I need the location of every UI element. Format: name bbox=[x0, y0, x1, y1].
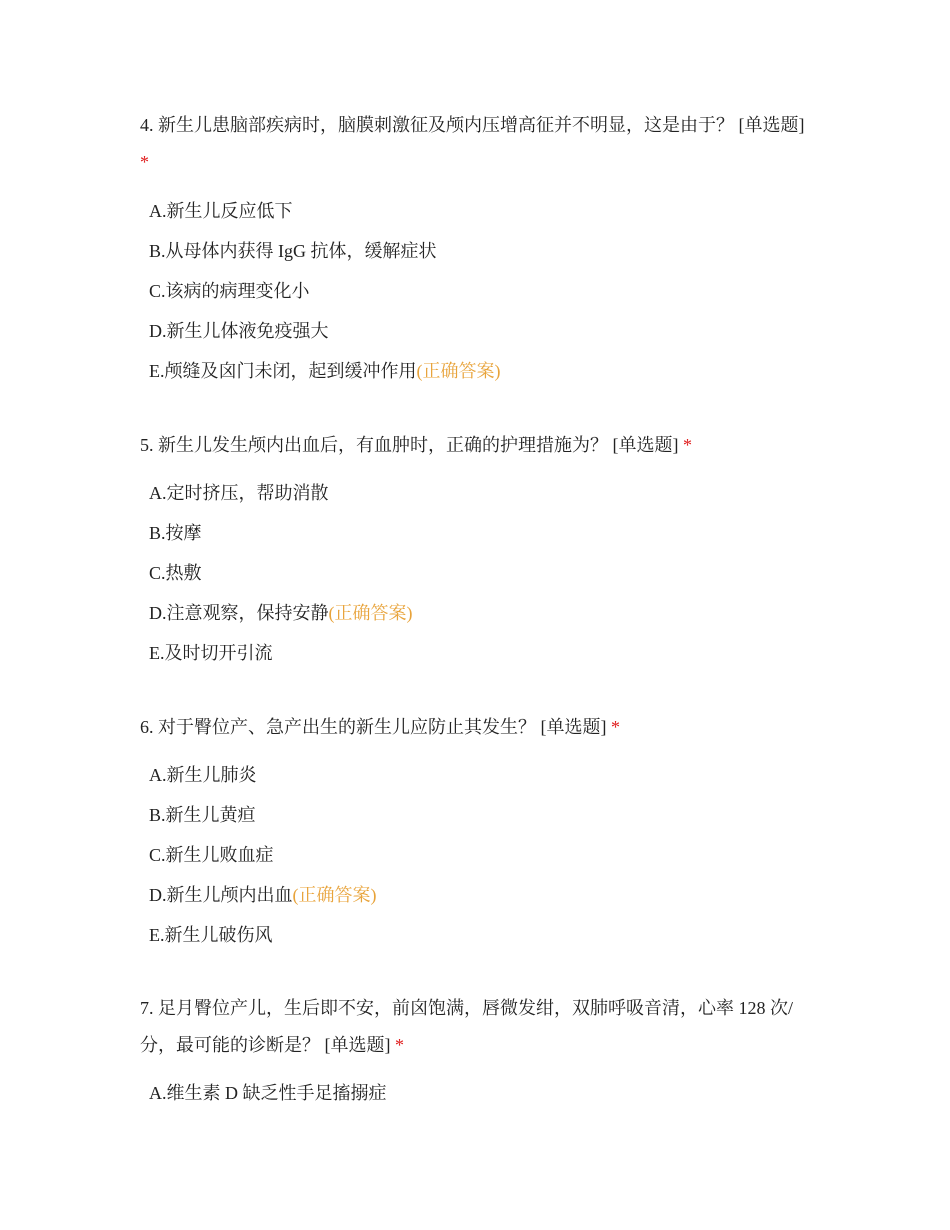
required-mark: * bbox=[395, 1035, 404, 1055]
option-b[interactable]: B.新生儿黄疸 bbox=[149, 805, 256, 825]
required-mark: * bbox=[140, 152, 149, 172]
correct-answer-label: (正确答案) bbox=[328, 603, 413, 623]
question-text: 5. 新生儿发生颅内出血后，有血肿时，正确的护理措施为？ bbox=[140, 435, 608, 455]
question-6 bbox=[140, 709, 810, 955]
option-d[interactable]: D.新生儿颅内出血(正确答案) bbox=[149, 885, 377, 905]
required-mark: * bbox=[611, 717, 620, 737]
option-a[interactable]: A.新生儿肺炎 bbox=[149, 765, 257, 785]
option-b[interactable]: B.按摩 bbox=[149, 523, 202, 543]
question-text: 4. 新生儿患脑部疾病时，脑膜刺激征及颅内压增高征并不明显，这是由于？ bbox=[140, 115, 734, 135]
option-d[interactable]: D.注意观察，保持安静(正确答案) bbox=[149, 603, 413, 623]
question-5 bbox=[140, 427, 810, 673]
option-e[interactable]: E.及时切开引流 bbox=[149, 643, 273, 663]
correct-answer-label: (正确答案) bbox=[292, 885, 377, 905]
question-type-tag: [单选题] bbox=[324, 1035, 391, 1055]
option-c[interactable]: C.该病的病理变化小 bbox=[149, 281, 310, 301]
option-e[interactable]: E.颅缝及囟门未闭，起到缓冲作用(正确答案) bbox=[149, 361, 501, 381]
question-4 bbox=[140, 107, 810, 391]
question-title bbox=[140, 709, 810, 746]
option-a[interactable]: A.维生素 D 缺乏性手足搐搦症 bbox=[149, 1083, 387, 1103]
option-a[interactable]: A.新生儿反应低下 bbox=[149, 201, 293, 221]
option-list bbox=[140, 755, 810, 955]
question-text: 6. 对于臀位产、急产出生的新生儿应防止其发生？ bbox=[140, 717, 536, 737]
option-list bbox=[140, 473, 810, 673]
option-b[interactable]: B.从母体内获得 IgG 抗体，缓解症状 bbox=[149, 241, 437, 261]
option-c[interactable]: C.新生儿败血症 bbox=[149, 845, 274, 865]
question-type-tag: [单选题] bbox=[738, 115, 805, 135]
question-title bbox=[140, 990, 810, 1064]
option-a[interactable]: A.定时挤压，帮助消散 bbox=[149, 483, 329, 503]
option-c[interactable]: C.热敷 bbox=[149, 563, 202, 583]
option-e[interactable]: E.新生儿破伤风 bbox=[149, 925, 273, 945]
question-title bbox=[140, 107, 810, 181]
correct-answer-label: (正确答案) bbox=[416, 361, 501, 381]
question-type-tag: [单选题] bbox=[612, 435, 679, 455]
option-list bbox=[140, 1073, 810, 1113]
question-text: 7. 足月臀位产儿，生后即不安，前囟饱满，唇微发绀，双肺呼吸音清，心率 128 次/分，最可能的诊断是？ bbox=[140, 998, 793, 1055]
option-list bbox=[140, 191, 810, 391]
option-d[interactable]: D.新生儿体液免疫强大 bbox=[149, 321, 329, 341]
question-title bbox=[140, 427, 810, 464]
question-7 bbox=[140, 990, 810, 1113]
required-mark: * bbox=[683, 435, 692, 455]
question-type-tag: [单选题] bbox=[540, 717, 607, 737]
